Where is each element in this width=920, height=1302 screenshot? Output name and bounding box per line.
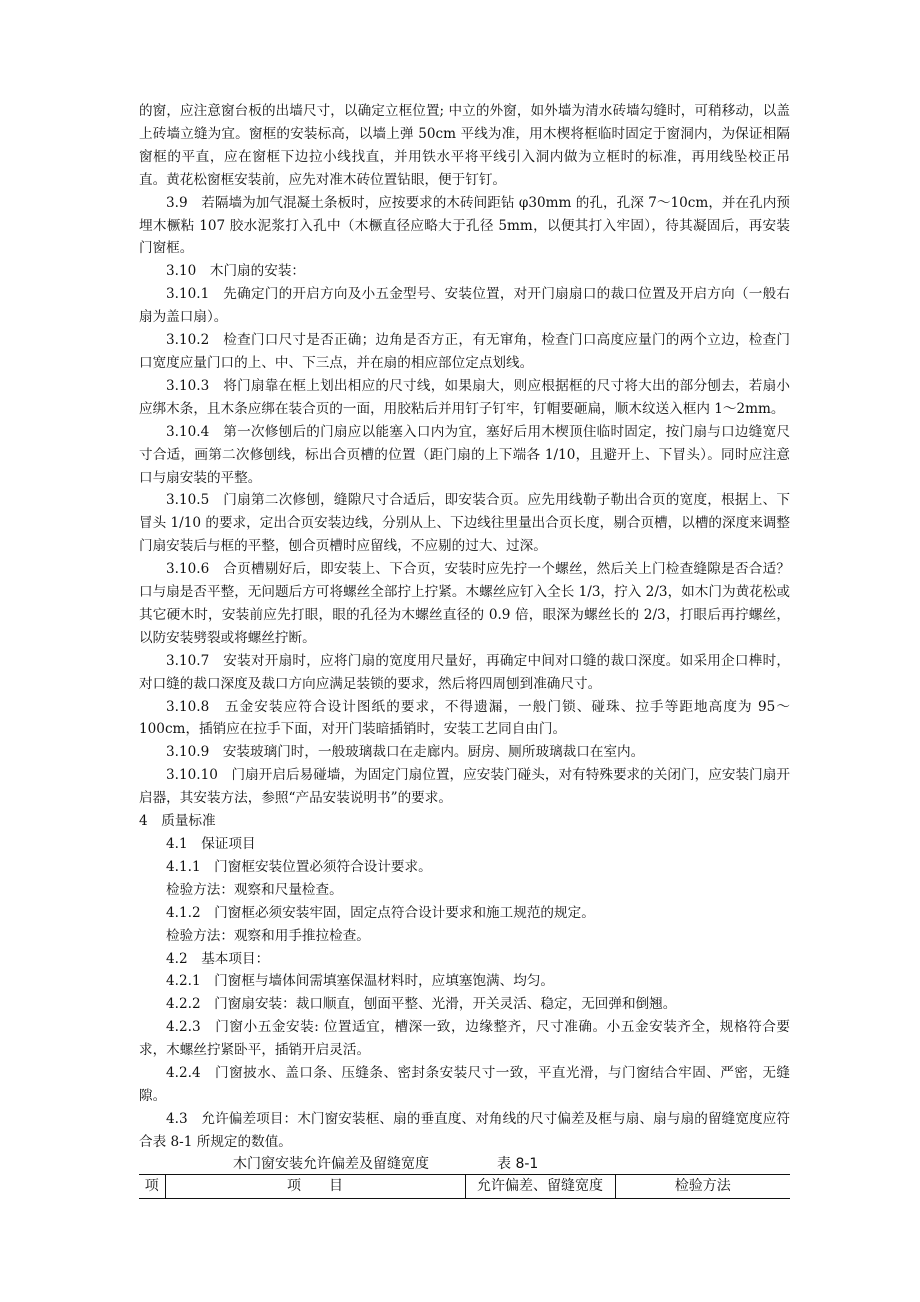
paragraph: 检验方法：观察和尺量检查。: [166, 881, 343, 898]
paragraph: 4.3 允许偏差项目：木门窗安装框、扇的垂直度、对角线的尺寸偏差及框与扇、扇与扇的留缝宽度应符合表 8-1 所规定的数值。: [139, 1110, 790, 1150]
table-header-row: [139, 1174, 790, 1198]
paragraph: 3.10.6 合页槽剔好后，即安装上、下合页，安装时应先拧一个螺丝，然后关上门检查缝隙是否合适？口与扇是否平整，无问题后方可将螺丝全部拧上拧紧。木螺丝应钉入全长 1/3，拧入 2/3，如木门为黄花松或其它硬木时，安装前应先打眼，眼的孔径为木螺丝直径的 0.9 倍，眼深为螺丝长的 2/3，打眼后再拧螺丝，以防安装劈裂或将螺丝拧断。: [139, 561, 790, 646]
paragraph: 4.2 基本项目：: [166, 950, 270, 967]
paragraph: 4 质量标准: [139, 813, 216, 830]
paragraph: 4.2.4 门窗披水、盖口条、压缝条、密封条安装尺寸一致，平直光滑，与门窗结合牢固、严密，无缝隙。: [139, 1065, 790, 1104]
header-item-name: 项 目: [165, 1174, 465, 1198]
paragraph: 3.10.4 第一次修刨后的门扇应以能塞入口内为宜，塞好后用木楔顶住临时固定，按门扇与口边缝宽尺寸合适，画第二次修刨线，标出合页槽的位置（距门扇的上下端各 1/10，且避开上、下冒头）。同时应注意口与扇安装的平整。: [139, 423, 790, 486]
paragraph: 3.10.3 将门扇靠在框上划出相应的尺寸线，如果扇大，则应根据框的尺寸将大出的部分刨去，若扇小应绑木条，且木条应绑在装合页的一面，用胶粘后并用钉子钉牢，钉帽要砸扁，顺木纹送入框内 1～2mm。: [139, 377, 790, 417]
paragraph: 3.10 木门扇的安装：: [166, 263, 306, 280]
document-page: [139, 100, 790, 1199]
header-inspection-method: 检验方法: [615, 1174, 790, 1198]
paragraph: 的窗，应注意窗台板的出墙尺寸，以确定立框位置; 中立的外窗，如外墙为清水砖墙勾缝时，可稍移动，以盖上砖墙立缝为宜。窗框的安装标高，以墙上弹 50cm 平线为准，用木楔将框临时固定于窗洞内，为保证相隔窗框的平直，应在窗框下边拉小线找直，并用铁水平将平线引入洞内做为立框时的标准，再用线坠校正吊直。黄花松窗框安装前，应先对准木砖位置钻眼，便于钉钉。: [139, 103, 790, 188]
body-text: [139, 100, 790, 1154]
paragraph: 3.10.10 门扇开启后易碰墙，为固定门扇位置，应安装门碰头，对有特殊要求的关闭门，应安装门扇开启器，其安装方法，参照“产品安装说明书”的要求。: [139, 767, 790, 807]
paragraph: 3.9 若隔墙为加气混凝土条板时，应按要求的木砖间距钻 φ30mm 的孔，孔深 7～10cm，并在孔内预埋木橛粘 107 胶水泥浆打入孔中（木橛直径应略大于孔径 5mm，以便其打入牢固），待其凝固后，再安装门窗框。: [139, 194, 790, 257]
paragraph: 3.10.9 安装玻璃门时，一般玻璃裁口在走廊内。厨房、厕所玻璃裁口在室内。: [166, 744, 645, 761]
paragraph: 3.10.1 先确定门的开启方向及小五金型号、安装位置，对开门扇扇口的裁口位置及开启方向（一般右扇为盖口扇）。: [139, 286, 790, 326]
paragraph: 4.2.1 门窗框与墙体间需填塞保温材料时，应填塞饱满、均匀。: [166, 973, 555, 990]
table-number: 表 8-1: [497, 1155, 539, 1172]
paragraph: 3.10.5 门扇第二次修刨，缝隙尺寸合适后，即安装合页。应先用线勒子勒出合页的宽度，根据上、下冒头 1/10 的要求，定出合页安装边线，分别从上、下边线往里量出合页长度，剔合页槽，以槽的深度来调整门扇安装后与框的平整，刨合页槽时应留线，不应剔的过大、过深。: [139, 492, 790, 555]
tolerance-table: [139, 1174, 790, 1199]
paragraph: 检验方法：观察和用手推拉检查。: [166, 927, 370, 944]
table-title: 木门窗安装允许偏差及留缝宽度: [233, 1155, 429, 1172]
header-tolerance: 允许偏差、留缝宽度: [465, 1174, 615, 1198]
paragraph: 4.2.2 门窗扇安装：裁口顺直，刨面平整、光滑，开关灵活、稳定，无回弹和倒翘。: [166, 996, 677, 1013]
paragraph: 4.2.3 门窗小五金安装: 位置适宜，槽深一致，边缘整齐，尺寸准确。小五金安装齐全，规格符合要求，木螺丝拧紧卧平，插销开启灵活。: [139, 1019, 790, 1059]
paragraph: 4.1 保证项目: [166, 836, 256, 852]
paragraph: 3.10.8 五金安装应符合设计图纸的要求，不得遗漏，一般门锁、碰珠、拉手等距地高度为 95～100cm，插销应在拉手下面，对开门装暗插销时，安装工艺同自由门。: [139, 698, 790, 738]
paragraph: 4.1.1 门窗框安装位置必须符合设计要求。: [166, 858, 432, 875]
table-caption: [139, 1154, 790, 1174]
header-item-no: 项: [144, 1177, 159, 1194]
paragraph: 4.1.2 门窗框必须安装牢固，固定点符合设计要求和施工规范的规定。: [166, 904, 595, 921]
paragraph: 3.10.7 安装对开扇时，应将门扇的宽度用尺量好，再确定中间对口缝的裁口深度。如采用企口榫时，对口缝的裁口深度及裁口方向应满足装锁的要求，然后将四周刨到准确尺寸。: [139, 652, 790, 692]
paragraph: 3.10.2 检查门口尺寸是否正确；边角是否方正，有无窜角，检查门口高度应量门的两个立边，检查门口宽度应量门口的上、中、下三点，并在扇的相应部位定点划线。: [139, 332, 790, 371]
